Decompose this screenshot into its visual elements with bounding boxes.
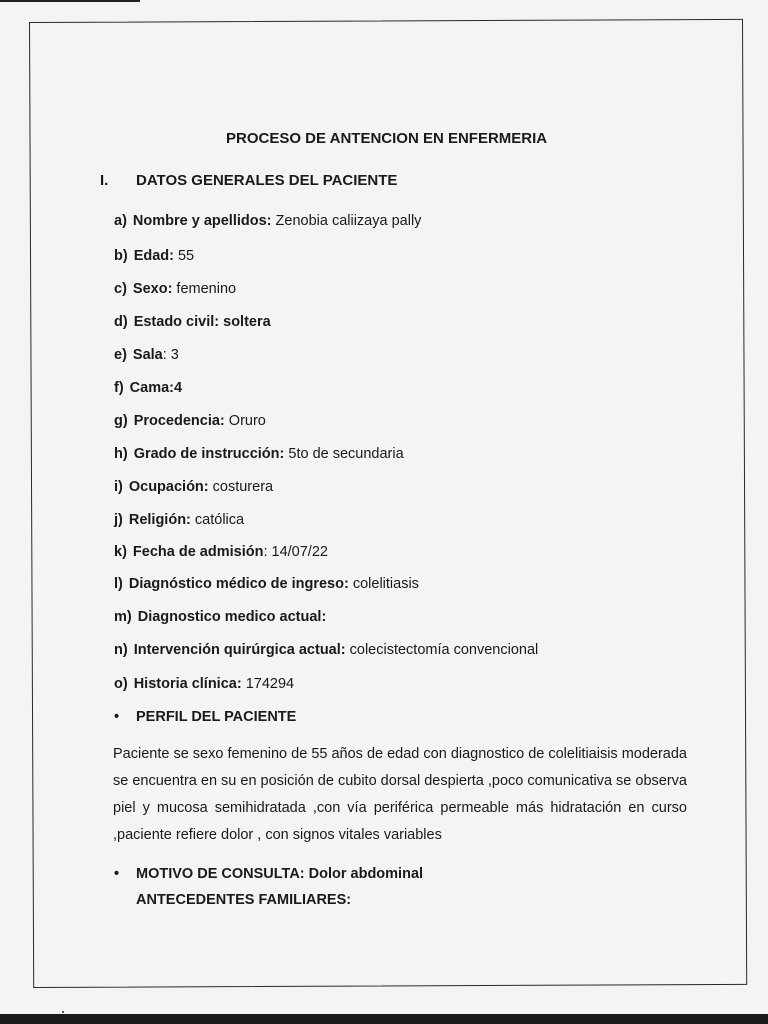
field-historia-clinica [114,676,294,692]
field-letter: l) [114,576,123,592]
field-cama [114,380,182,396]
field-label: Procedencia: [133,413,225,429]
field-label: Estado civil: [133,314,220,330]
field-grado-instruccion [114,446,404,462]
section-number: I. [100,172,109,189]
field-value: costurera [208,479,274,495]
field-value: colelitiasis [348,576,419,592]
field-edad [114,248,194,264]
field-letter: m) [114,609,132,625]
field-procedencia [114,413,266,429]
field-diagnostico-ingreso [114,576,419,592]
field-label: Cama:4 [129,380,183,396]
field-value: 5to de secundaria [284,446,404,462]
field-estado-civil [114,314,271,330]
field-diagnostico-actual [114,609,326,625]
field-letter: o) [114,676,128,692]
section-heading [100,172,397,189]
field-letter: k) [114,544,127,560]
field-value: : 14/07/22 [263,544,328,560]
field-religion [114,512,244,528]
field-letter: c) [114,281,127,297]
field-value: católica [190,512,245,528]
field-letter: g) [114,413,128,429]
field-letter: b) [114,248,128,264]
field-value: Zenobia caliizaya pally [271,213,422,229]
field-label: Fecha de admisión [132,544,264,560]
field-label: Ocupación: [128,479,209,495]
scan-bottom-edge [0,1014,768,1024]
field-letter: n) [114,642,128,658]
bullet-icon: • [114,709,120,725]
field-label: Edad: [133,248,174,264]
field-sala [114,347,179,363]
field-value: colecistectomía convencional [345,642,539,658]
field-letter: i) [114,479,123,495]
motivo-consulta-text: MOTIVO DE CONSULTA: Dolor abdominal [136,866,424,882]
field-value: Oruro [224,413,266,429]
field-value: soltera [219,314,271,330]
field-letter: f) [114,380,124,396]
field-value: 174294 [241,676,295,692]
field-letter: a) [114,213,127,229]
field-letter: e) [114,347,127,363]
field-label: Intervención quirúrgica actual: [133,642,346,658]
field-value: 55 [173,248,195,264]
field-ocupacion [114,479,273,495]
field-label: Historia clínica: [133,676,242,692]
motivo-consulta [114,866,423,882]
field-value: : 3 [162,347,179,363]
field-label: Diagnóstico médico de ingreso: [128,576,349,592]
field-label: Diagnostico medico actual: [137,609,327,625]
field-label: Nombre y apellidos: [132,213,272,229]
field-letter: h) [114,446,128,462]
antecedentes-heading: ANTECEDENTES FAMILIARES: [136,892,352,908]
scan-speck [62,1011,64,1013]
field-intervencion-quirurgica [114,642,538,658]
profile-heading-text: PERFIL DEL PACIENTE [136,709,297,725]
field-letter: d) [114,314,128,330]
top-edge-rule [0,0,140,2]
field-fecha-admision [114,544,328,560]
bullet-icon: • [114,866,120,882]
field-label: Religión: [128,512,191,528]
profile-paragraph: Paciente se sexo femenino de 55 años de edad con diagnostico de colelitiaisis moderada se encuentra en su en posición de cubito dorsal despierta ,poco comunicativa se observa piel y mucosa semihidratada ,con vía periférica permeable más hidratación en curso ,paciente refiere dolor , con signos vitales variables [113,746,687,843]
document-title: PROCESO DE ANTENCION EN ENFERMERIA [226,130,548,147]
field-value: femenino [172,281,237,297]
field-label: Sala [132,347,163,363]
field-letter: j) [114,512,123,528]
field-nombre [114,213,421,229]
section-title: DATOS GENERALES DEL PACIENTE [136,172,398,189]
field-label: Grado de instrucción: [133,446,285,462]
field-sexo [114,281,236,297]
field-label: Sexo: [132,281,173,297]
profile-heading [114,709,296,725]
